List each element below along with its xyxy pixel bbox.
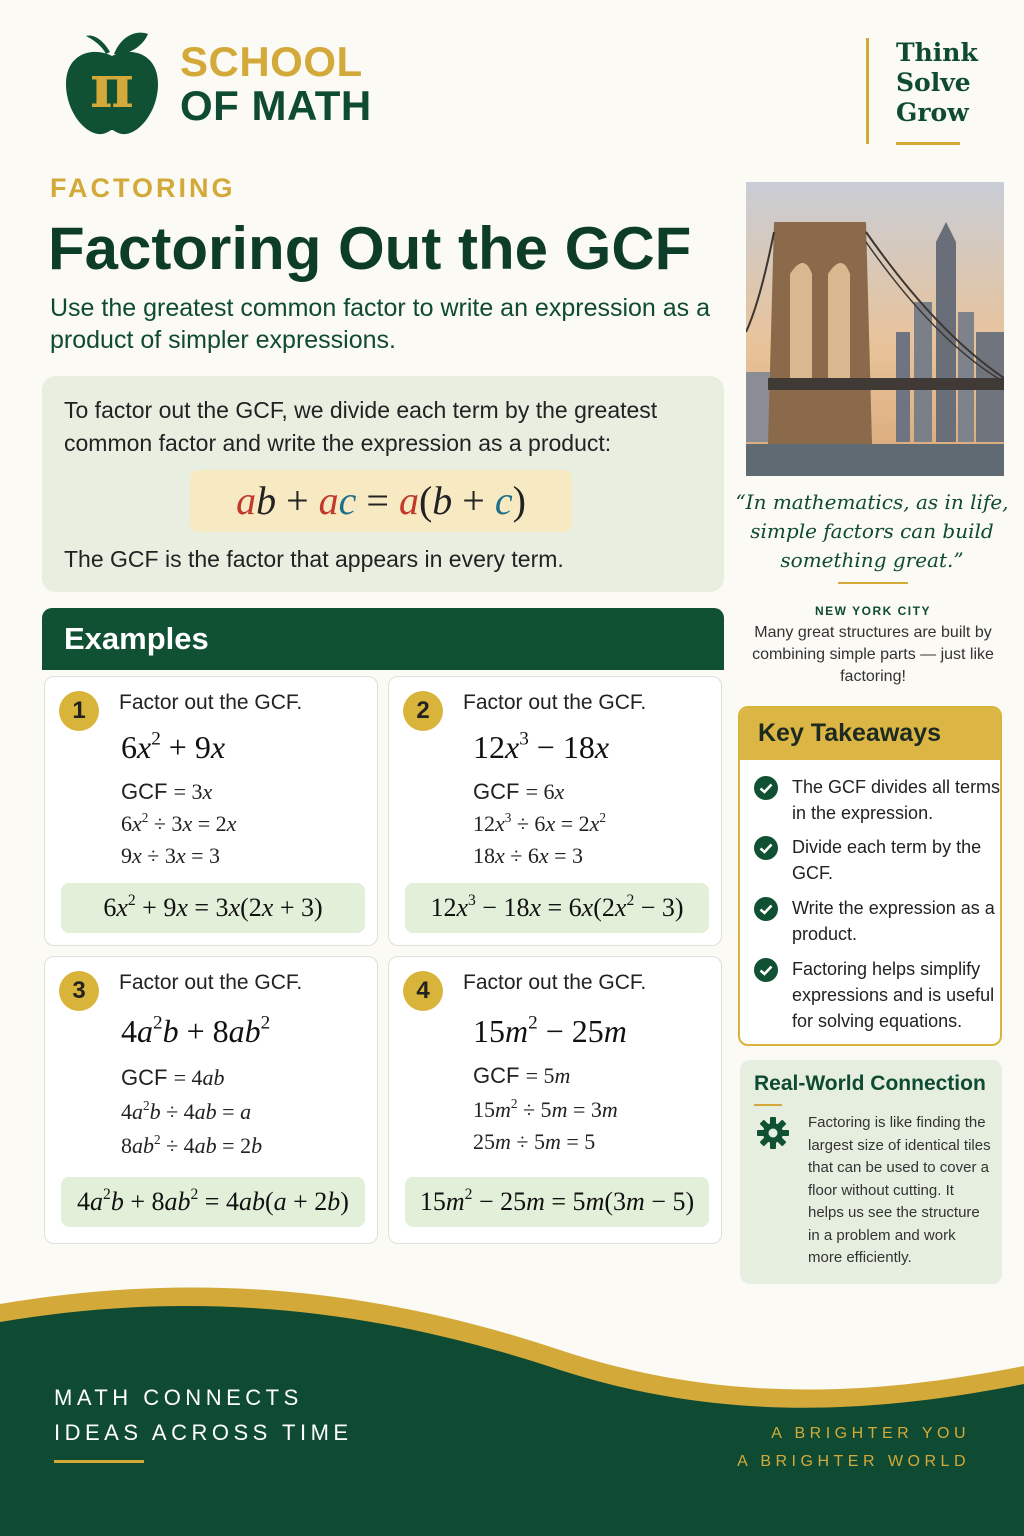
example-gcf: GCF = 3x (121, 779, 213, 804)
real-world-text: Factoring is like finding the largest size of identical tiles that can be used to cover a floor without cutting. It helps us see the structure in a problem and work more efficiently. (808, 1114, 991, 1266)
example-card-3 (44, 956, 378, 1244)
real-world-box (740, 1060, 1002, 1284)
city-description: Many great structures are built by combining simple parts — just like factoring! (752, 624, 994, 685)
example-answer: $15m^2 - 25m = 5m(3m - 5)$ (405, 1177, 709, 1227)
footer-right-line-2: A BRIGHTER WORLD (737, 1453, 970, 1470)
example-number: 2 (403, 691, 443, 731)
page-title: Factoring Out the GCF (48, 215, 692, 282)
examples-heading: Examples (64, 621, 209, 656)
example-card-2 (388, 676, 722, 946)
city-label: NEW YORK CITY (815, 604, 931, 618)
footer-left-line-2: IDEAS ACROSS TIME (54, 1420, 353, 1445)
inspirational-quote: “In mathematics, as in life, simple factors can build something great.” (735, 490, 1009, 572)
example-gcf: GCF = 6x (473, 779, 565, 804)
intro-text: To factor out the GCF, we divide each term by the greatest common factor and write the expression as a product: (64, 397, 658, 456)
section-kicker: FACTORING (50, 173, 236, 203)
logo-symbol: π (90, 52, 134, 122)
takeaway-text: Divide each term by the GCF. (792, 837, 982, 883)
gear-icon (756, 1116, 790, 1150)
example-step: $15m^2 \div 5m = 3m$ (473, 1095, 618, 1122)
footer-left-line-1: MATH CONNECTS (54, 1385, 303, 1410)
example-number: 1 (59, 691, 99, 731)
motto-think: Think (896, 38, 978, 67)
example-expression: $6x^2 + 9x$ (121, 728, 226, 765)
distributive-formula: ab + ac = a(b + c) (190, 470, 572, 532)
example-gcf: GCF = 5m (473, 1063, 571, 1088)
example-gcf: GCF = 4ab (121, 1065, 225, 1090)
check-circle-icon (754, 776, 778, 800)
example-step: 18x ÷ 6x = 3 (473, 843, 584, 868)
example-step: $4a^2b \div 4ab = a$ (121, 1097, 252, 1124)
real-world-title: Real-World Connection (754, 1072, 986, 1095)
example-step: 25m ÷ 5m = 5 (473, 1129, 596, 1154)
example-number: 3 (59, 971, 99, 1011)
footer-tagline-left (54, 1380, 353, 1450)
example-step: 9x ÷ 3x = 3 (121, 843, 221, 868)
example-number: 4 (403, 971, 443, 1011)
brand-name (180, 40, 372, 128)
takeaway-text: The GCF divides all terms in the expression. (792, 777, 1001, 823)
check-circle-icon (754, 958, 778, 982)
check-circle-icon (754, 836, 778, 860)
footer-tagline-right (737, 1420, 970, 1476)
check-circle-icon (754, 897, 778, 921)
example-expression: $12x^3 - 18x$ (473, 728, 610, 765)
footer-right-line-1: A BRIGHTER YOU (771, 1425, 970, 1442)
motto-divider (866, 38, 869, 144)
example-card-4 (388, 956, 722, 1244)
real-world-divider (754, 1104, 782, 1106)
takeaway-text: Write the expression as a product. (792, 898, 995, 944)
example-expression: $15m^2 - 25m$ (473, 1012, 627, 1049)
brand-line-1: SCHOOL (180, 38, 363, 85)
quote-divider (838, 582, 908, 584)
intro-box (42, 376, 724, 592)
motto-solve: Solve (896, 68, 971, 97)
motto (896, 38, 978, 128)
motto-underline (896, 142, 960, 145)
examples-header (42, 608, 724, 670)
example-step: $8ab^2 \div 4ab = 2b$ (121, 1131, 263, 1158)
example-answer: $12x^3 - 18x = 6x(2x^2 - 3)$ (405, 883, 709, 933)
example-answer: $4a^2b + 8ab^2 = 4ab(a + 2b)$ (61, 1177, 365, 1227)
intro-note: The GCF is the factor that appears in every term. (64, 546, 564, 572)
takeaway-text: Factoring helps simplify expressions and is useful for solving equations. (792, 959, 995, 1031)
example-card-1 (44, 676, 378, 946)
example-prompt: Factor out the GCF. (463, 691, 647, 714)
brand-line-2: OF MATH (180, 82, 372, 129)
example-step: $6x^2 \div 3x = 2x$ (121, 809, 237, 836)
example-expression: $4a^2b + 8ab^2$ (121, 1012, 271, 1049)
bridge-photo (746, 182, 1004, 476)
example-prompt: Factor out the GCF. (119, 691, 303, 714)
key-takeaways-box (738, 706, 1002, 1046)
example-prompt: Factor out the GCF. (463, 971, 647, 994)
example-answer: $6x^2 + 9x = 3x(2x + 3)$ (61, 883, 365, 933)
motto-grow: Grow (896, 98, 969, 127)
page-subtitle: Use the greatest common factor to write an expression as a product of simpler expressions. (50, 294, 711, 354)
key-takeaways-title: Key Takeaways (758, 719, 941, 747)
key-takeaways-header (740, 708, 1000, 760)
footer-accent-line (54, 1460, 144, 1463)
example-prompt: Factor out the GCF. (119, 971, 303, 994)
example-step: $12x^3 \div 6x = 2x^2$ (473, 809, 606, 836)
